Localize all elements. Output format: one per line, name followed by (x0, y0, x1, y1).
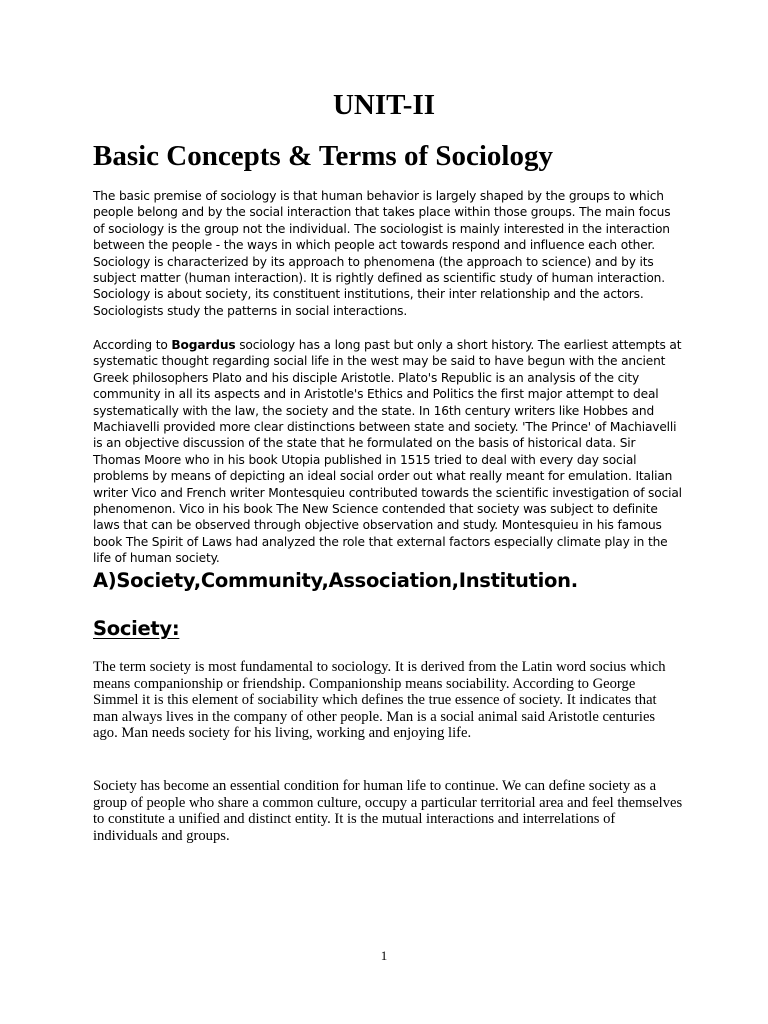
intro-paragraph: The basic premise of sociology is that human behavior is largely shaped by the groups to which people belong and by the social interaction that takes place within those groups. The main focus of sociology is the group not the individual. The sociologist is mainly interested in the interaction between the people - the ways in which people act towards respond and influence each other. Sociology is characterized by its approach to phenomena (the approach to science) and by its subject matter (human interaction). It is rightly defined as scientific study of human interaction. Sociology is about society, its constituent institutions, their inter relationship and the actors. Sociologists study the patterns in social interactions. (93, 189, 671, 318)
society-paragraph-2: Society has become an essential condition for human life to continue. We can define society as a group of people who share a common culture, occupy a particular territorial area and feel themselves to constitute a unified and distinct entity. It is the mutual interactions and interrelations of individuals and groups. (93, 778, 683, 844)
page-number: 1 (380, 948, 388, 963)
society-subheading: Society: (93, 617, 180, 640)
society-paragraph-1: The term society is most fundamental to sociology. It is derived from the Latin word socius which means companionship or friendship. Companionship means sociability. According to George Simmel it is this element of sociability which defines the true essence of society. It indicates that man always lives in the company of other people. Man is a social animal said Aristotle centuries ago. Man needs society for his living, working and enjoying life. (93, 659, 666, 742)
unit-title: UNIT-II (332, 89, 436, 121)
bogardus-name: Bogardus (171, 338, 236, 352)
history-paragraph-body: sociology has a long past but only a short history. The earliest attempts at systematic thought regarding social life in the west may be said to have begun with the ancient Greek philosophers Plato and his disciple Aristotle. Plato's Republic is an analysis of the city community in all its aspects and in Aristotle's Ethics and Politics the first major attempt to deal systematically with the law, the society and the state. In 16th century writers like Hobbes and Machiavelli provided more clear distinctions between state and society. 'The Prince' of Machiavelli is an objective discussion of the state that he formulated on the basis of historical data. Sir Thomas Moore who in his book Utopia published in 1515 tried to deal with every day social problems by means of depicting an ideal social order out what really meant for emulation. Italian writer Vico and French writer Montesquieu contributed towards the scientific investigation of social phenomenon. Vico in his book The New Science contended that society was subject to definite laws that can be observed through objective observation and study. Montesquieu in his famous book The Spirit of Laws had analyzed the role that external factors especially climate play in the life of human society. (93, 338, 682, 566)
section-heading: A)Society,Community,Association,Institution. (93, 569, 578, 592)
history-paragraph-prefix: According to (93, 338, 172, 352)
history-paragraph (93, 337, 683, 567)
page-title: Basic Concepts & Terms of Sociology (93, 140, 553, 172)
